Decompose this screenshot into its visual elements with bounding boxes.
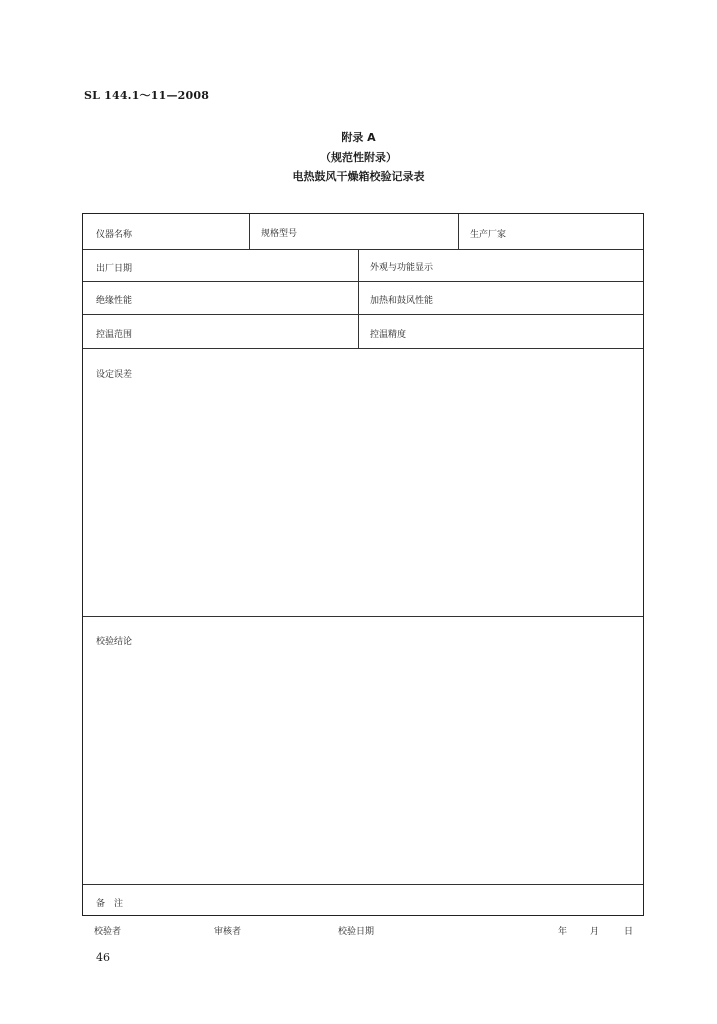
setting-error-label: 设定误差 — [96, 370, 133, 380]
manufacturer-label: 生产厂家 — [470, 230, 507, 240]
verification-record-form — [82, 213, 644, 916]
manufacture-date-label: 出厂日期 — [96, 264, 133, 274]
day-label: 日 — [624, 927, 634, 937]
form-title: 电热鼓风干燥箱校验记录表 — [292, 170, 425, 183]
conclusion-label: 校验结论 — [96, 637, 133, 647]
reviewer-label: 审核者 — [214, 927, 242, 937]
appearance-function-label: 外观与功能显示 — [370, 263, 434, 273]
verify-date-label: 校验日期 — [338, 927, 375, 937]
row-divider — [83, 281, 643, 282]
standard-code: SL 144.1～11—2008 — [84, 89, 210, 102]
row-divider — [83, 348, 643, 349]
model-label: 规格型号 — [261, 229, 298, 239]
instrument-name-label: 仪器名称 — [96, 230, 133, 240]
temp-range-label: 控温范围 — [96, 330, 133, 340]
month-label: 月 — [590, 927, 600, 937]
row-divider — [83, 884, 643, 885]
appendix-title: 附录 A — [341, 131, 376, 144]
heating-fan-label: 加热和鼓风性能 — [370, 296, 434, 306]
page-number: 46 — [96, 951, 110, 964]
year-label: 年 — [558, 927, 568, 937]
row-divider — [83, 249, 643, 250]
column-divider — [458, 214, 459, 249]
insulation-label: 绝缘性能 — [96, 296, 133, 306]
column-divider — [249, 214, 250, 249]
temp-accuracy-label: 控温精度 — [370, 330, 407, 340]
appendix-category: （规范性附录） — [320, 151, 397, 164]
verifier-label: 校验者 — [94, 927, 122, 937]
row-divider — [83, 616, 643, 617]
remarks-label: 备 注 — [96, 899, 124, 909]
row-divider — [83, 314, 643, 315]
column-divider — [358, 249, 359, 348]
